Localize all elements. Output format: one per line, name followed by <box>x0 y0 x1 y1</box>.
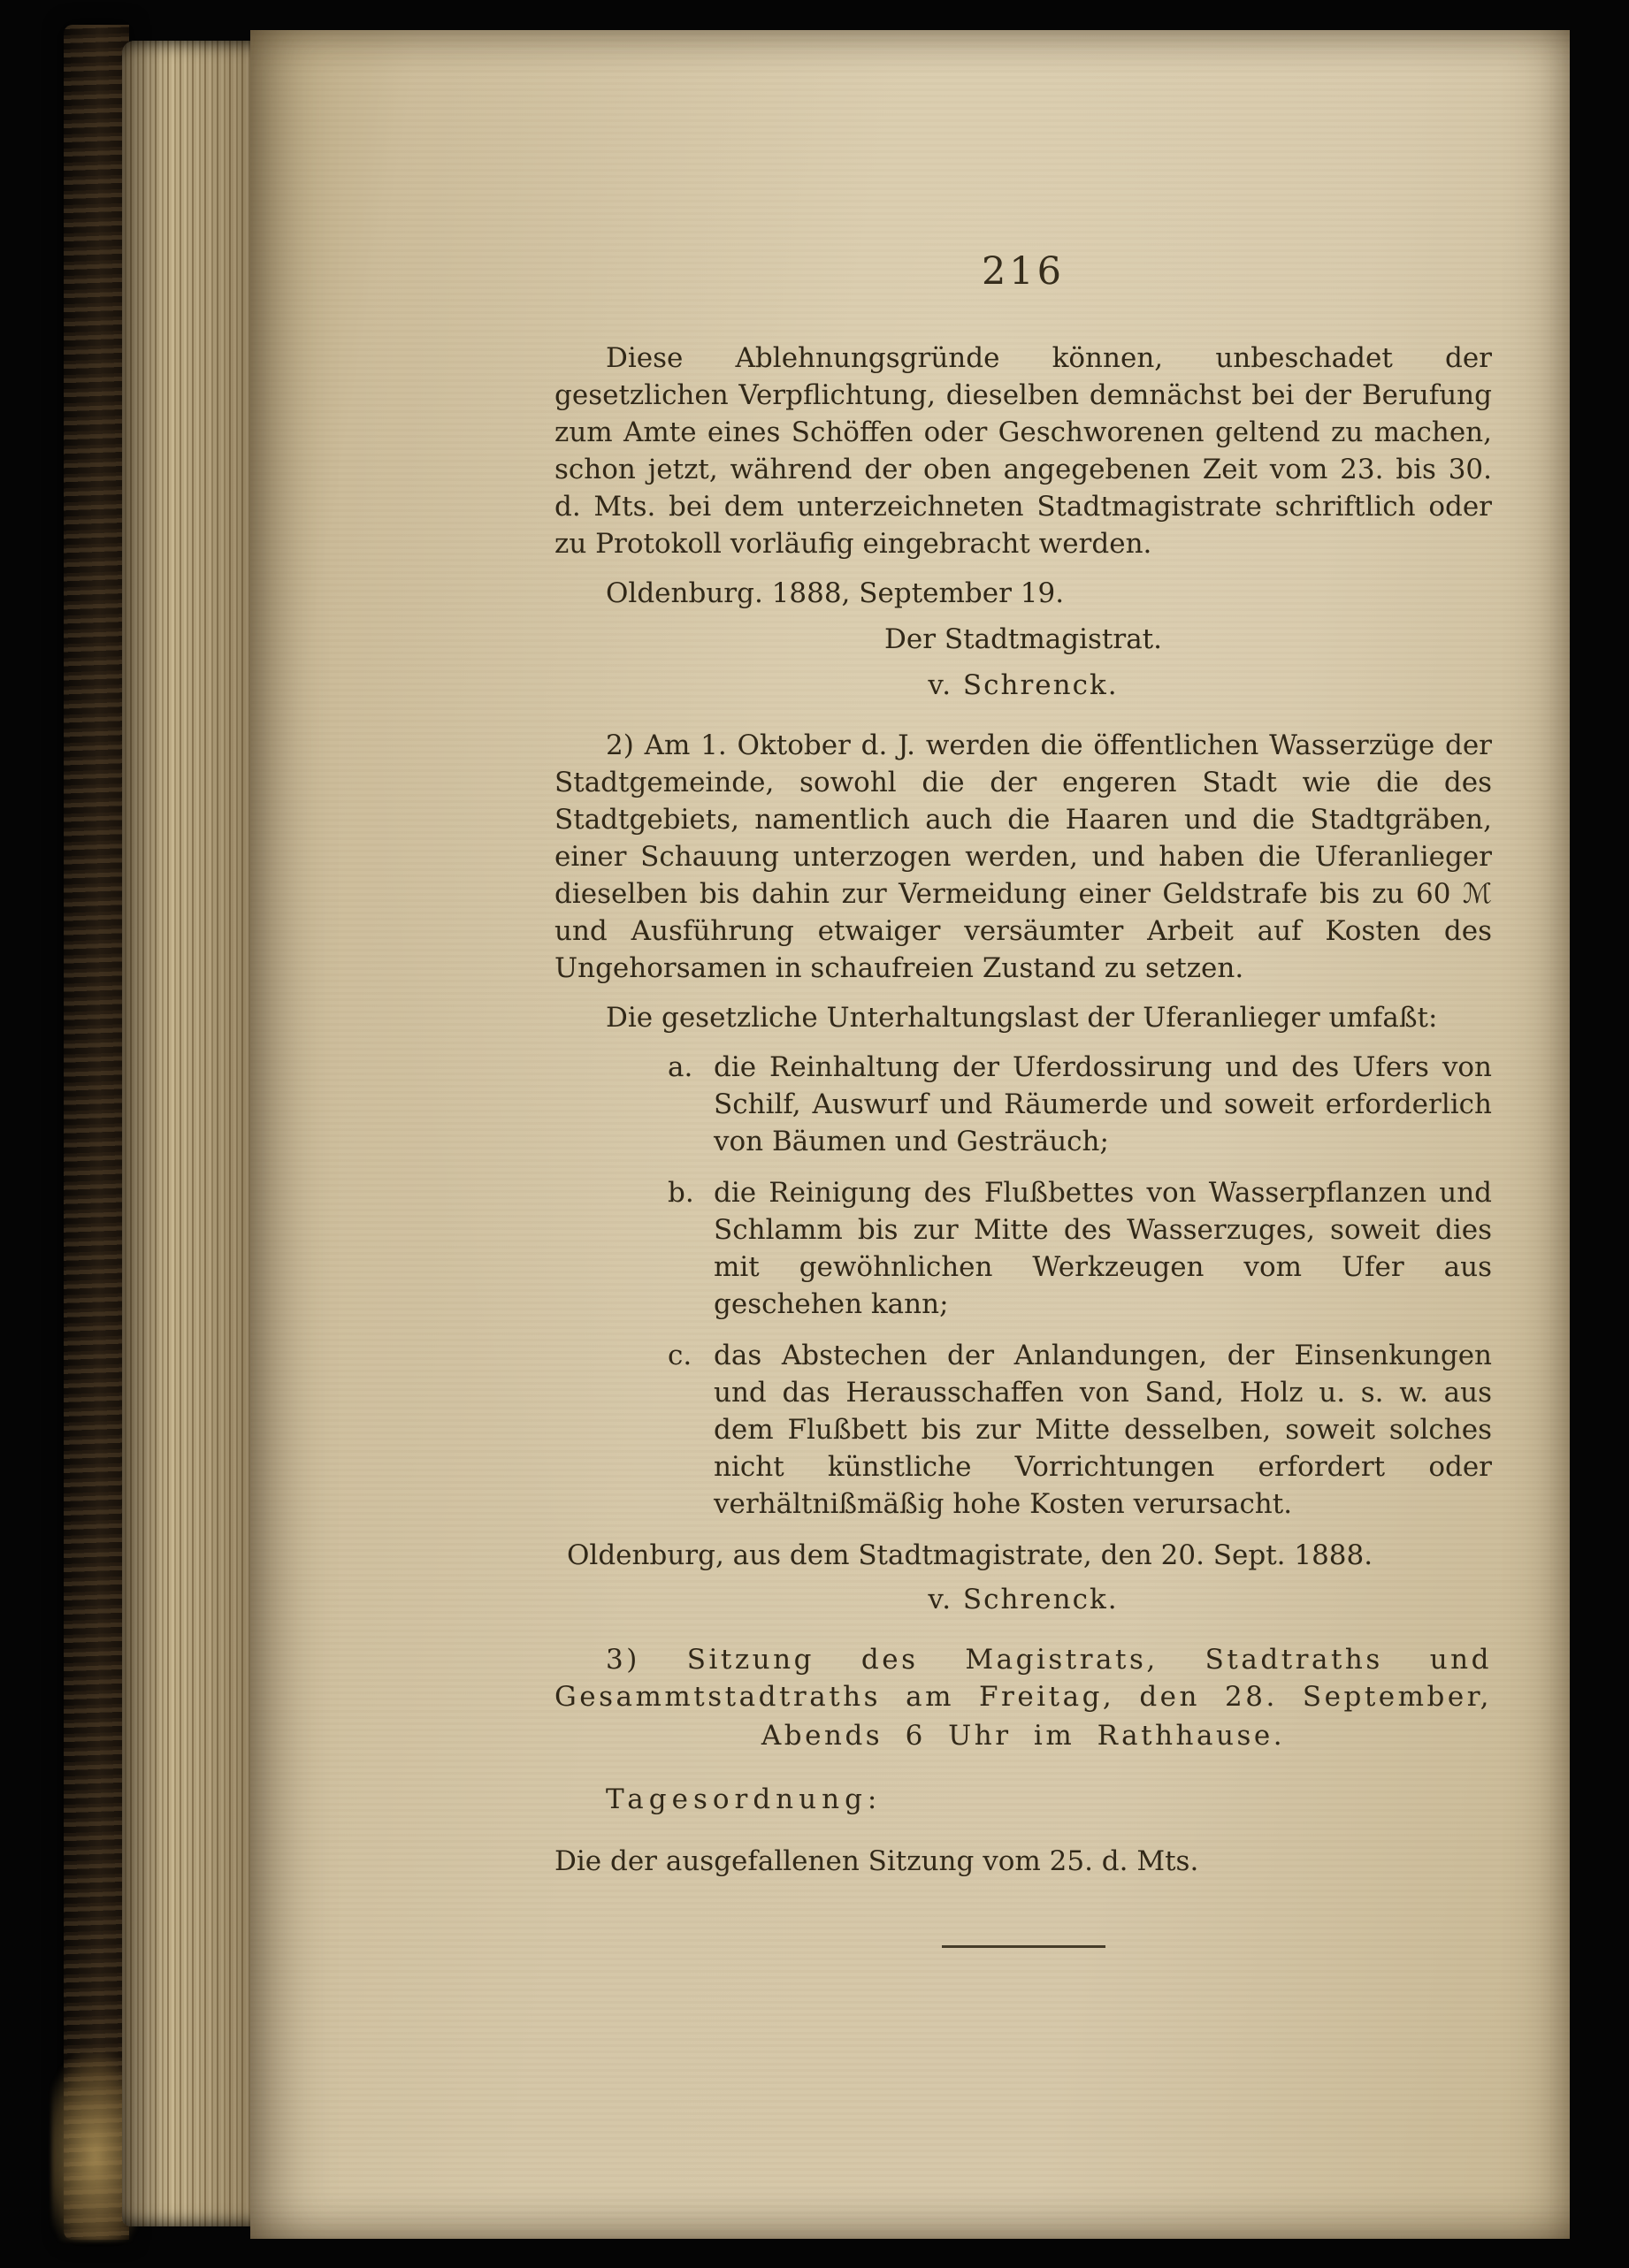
list-item <box>668 1049 1492 1160</box>
dateline-september: Oldenburg. 1888, September 19. <box>606 577 1065 609</box>
list-item <box>668 1174 1492 1323</box>
page-stack-edges <box>122 41 256 2226</box>
paragraph-ablehnungsgruende: Diese Ablehnungsgründe können, unbeschadet der gesetzlichen Verpflichtung, dieselben demnächst bei der Berufung zum Amte eines Schöffen oder Geschworenen geltend zu machen, schon jetzt, während der oben angegebenen Zeit vom 23. bis 30. d. Mts. bei dem unterzeichneten Stadtmagistrate schriftlich oder zu Protokoll vorläufig eingebracht werden. <box>554 342 1492 560</box>
notice-sitzung: 3) Sitzung des Magistrats, Stadtraths und Gesammtstadtraths am Freitag, den 28. September, <box>554 1644 1492 1713</box>
signature-name-second: v. Schrenck. <box>928 1584 1119 1615</box>
printed-text-block <box>554 249 1492 1948</box>
duty-list <box>554 1049 1492 1523</box>
book-spine <box>64 25 129 2240</box>
agenda-item: Die der ausgefallenen Sitzung vom 25. d. Mts. <box>554 1845 1199 1877</box>
list-item-text: das Abstechen der Anlandungen, der Einsenkungen und das Herausschaffen von Sand, Holz u. s. w. aus dem Flußbett bis zur Mitte desselben, soweit solches nicht künstliche Vorrichtungen erfordert oder verhältnißmäßig hohe Kosten verursacht. <box>714 1340 1492 1520</box>
section-divider <box>942 1945 1105 1948</box>
paragraph-wasserzuege: 2) Am 1. Oktober d. J. werden die öffentlichen Wasserzüge der Stadtgemeinde, sowohl die der engeren Stadt wie die des Stadtgebiets, namentlich auch die Haaren und die Stadtgräben, einer Schauung unterzogen werden, und haben die Uferanlieger dieselben bis dahin zur Vermeidung einer Geldstrafe bis zu 60 ℳ und Ausführung etwaiger versäumter Arbeit auf Kosten des Ungehorsamen in schaufreien Zustand zu setzen. <box>554 729 1492 984</box>
signature-name-first: v. Schrenck. <box>928 669 1119 701</box>
dateline-stadtmagistrat: Oldenburg, aus dem Stadtmagistrate, den 20. Sept. 1888. <box>567 1539 1373 1571</box>
book-page <box>250 30 1570 2239</box>
list-item-text: die Reinhaltung der Uferdossirung und des Ufers von Schilf, Auswurf und Räumerde und soweit erforderlich von Bäumen und Gesträuch; <box>714 1051 1492 1157</box>
list-item-label: b. <box>668 1177 694 1209</box>
agenda-heading: Tagesordnung: <box>606 1783 883 1815</box>
list-item-label: a. <box>668 1051 693 1083</box>
signature-organization: Der Stadtmagistrat. <box>884 623 1162 655</box>
list-item-label: c. <box>668 1340 692 1371</box>
page-number: 216 <box>981 249 1066 294</box>
list-item <box>668 1337 1492 1523</box>
list-item-text: die Reinigung des Flußbettes von Wasserpflanzen und Schlamm bis zur Mitte des Wasserzuges, soweit dies mit gewöhnlichen Werkzeugen vom Ufer aus geschehen kann; <box>714 1177 1492 1320</box>
notice-sitzung-time: Abends 6 Uhr im Rathhause. <box>761 1720 1286 1752</box>
paragraph-unterhaltungslast: Die gesetzliche Unterhaltungslast der Uferanlieger umfaßt: <box>606 1002 1438 1034</box>
